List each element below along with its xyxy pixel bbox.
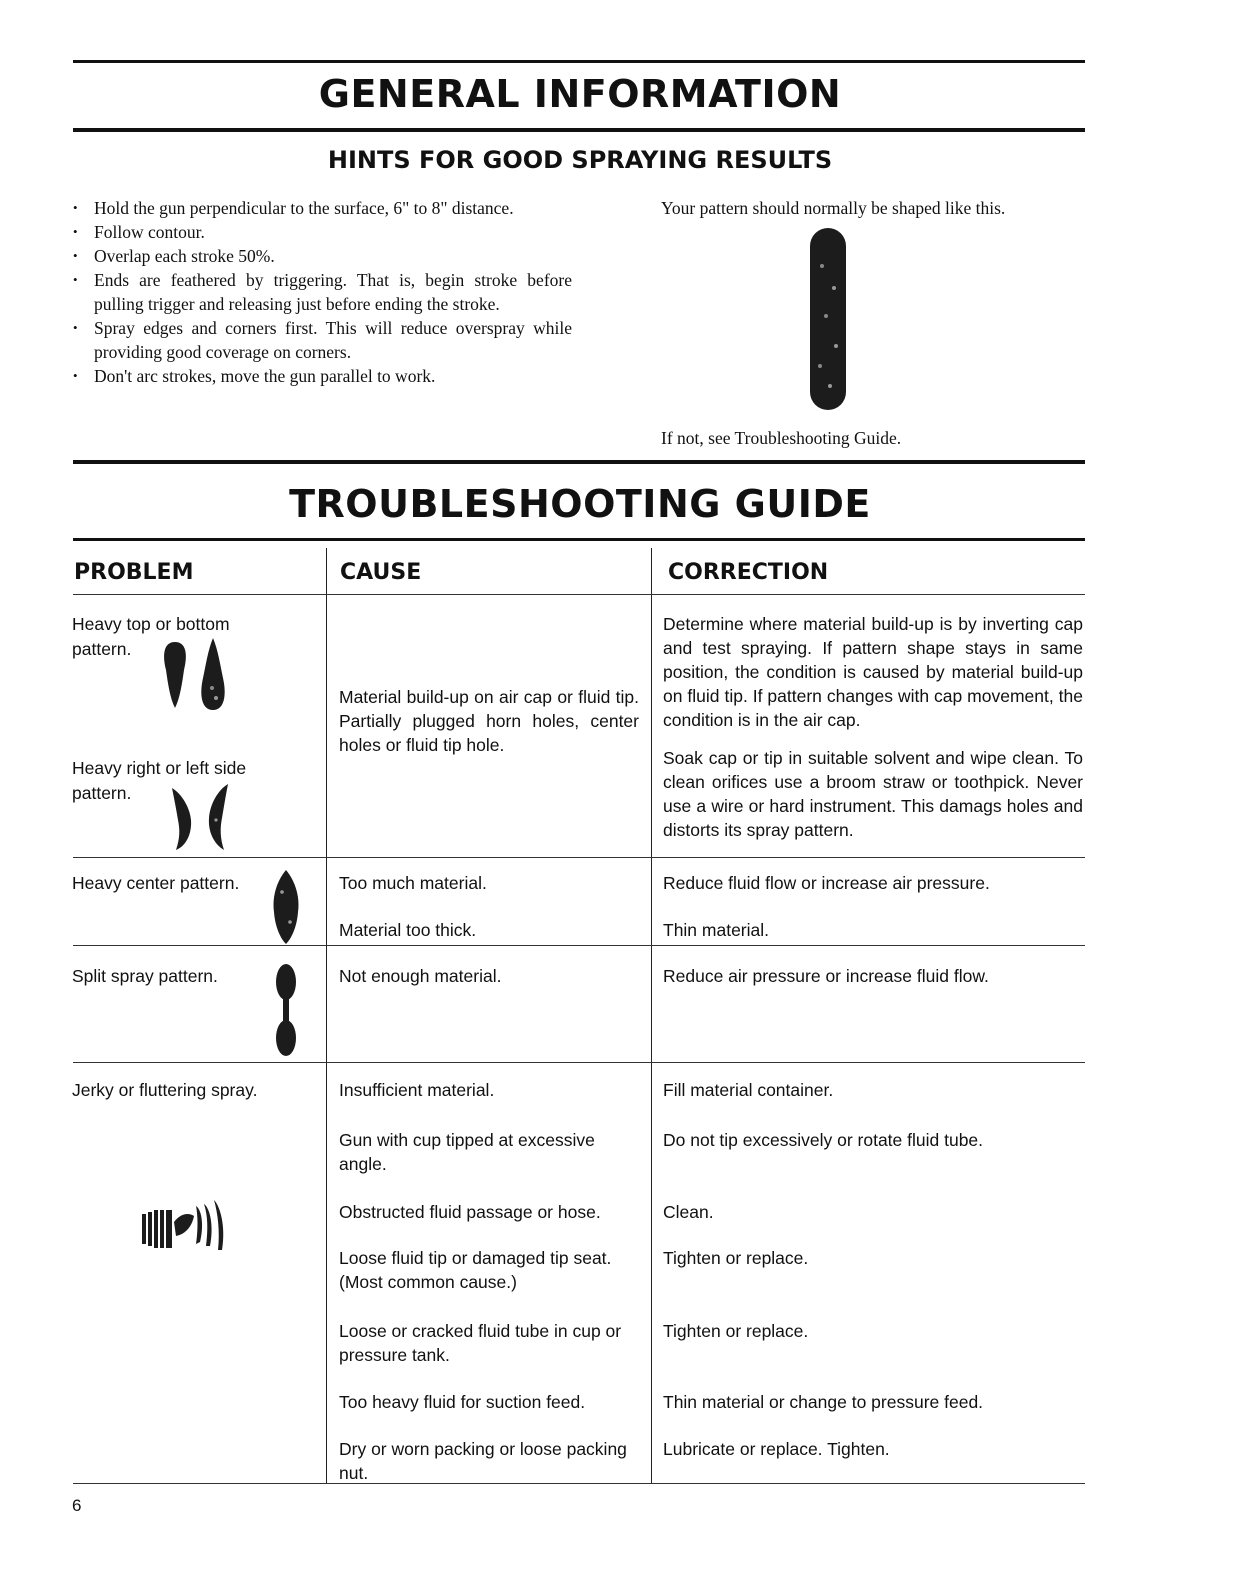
problem-heavy-top-bottom: Heavy top or bottom — [72, 614, 230, 634]
spray-pattern-top-heavy-icon — [160, 640, 190, 710]
correction-do-not-tip: Do not tip excessively or rotate fluid tube. — [663, 1130, 984, 1150]
spray-pattern-fluttering-icon — [140, 1196, 230, 1252]
cause-header: CAUSE — [340, 560, 422, 585]
spray-pattern-right-heavy-icon — [168, 786, 194, 852]
cause-loose-fluid-tip: Loose fluid tip or damaged tip seat. (Most common cause.) — [339, 1248, 612, 1292]
correction-header: CORRECTION — [668, 560, 829, 585]
row-divider — [73, 857, 1085, 858]
correction-thin-material: Thin material. — [663, 920, 770, 940]
hints-title: HINTS FOR GOOD SPRAYING RESULTS — [327, 146, 833, 174]
hint-item: • Follow contour. — [72, 220, 572, 244]
problem-split-spray: Split spray pattern. — [72, 966, 218, 986]
correction-reduce-air-pressure: Reduce air pressure or increase fluid flow. — [663, 966, 989, 986]
troubleshooting-title: TROUBLESHOOTING GUIDE — [289, 482, 871, 526]
hints-list — [72, 196, 572, 388]
row-divider — [73, 594, 1085, 595]
hint-item: • Don't arc strokes, move the gun parallel to work. — [72, 364, 572, 388]
problem-heavy-center: Heavy center pattern. — [72, 873, 240, 893]
pattern-note: Your pattern should normally be shaped like this. — [661, 198, 1006, 218]
row-divider — [73, 945, 1085, 946]
cause-cracked-fluid-tube: Loose or cracked fluid tube in cup or pressure tank. — [339, 1321, 622, 1365]
correction-clean: Clean. — [663, 1202, 714, 1222]
correction-fill-container: Fill material container. — [663, 1080, 834, 1100]
pattern-footnote: If not, see Troubleshooting Guide. — [661, 428, 902, 448]
correction-soak-cap: Soak cap or tip in suitable solvent and wipe clean. To clean orifices use a broom straw or toothpick. Never use a wire or hard instrument. This damags holes and distorts its spray pattern. — [663, 748, 1083, 840]
cause-build-up: Material build-up on air cap or fluid tip. Partially plugged horn holes, center holes or fluid tip hole. — [339, 687, 639, 755]
table-top-rule — [73, 538, 1085, 541]
cause-material-too-thick: Material too thick. — [339, 920, 477, 940]
top-rule — [73, 60, 1085, 63]
cause-heavy-fluid: Too heavy fluid for suction feed. — [339, 1392, 586, 1412]
cause-gun-tipped: Gun with cup tipped at excessive angle. — [339, 1130, 595, 1174]
correction-lubricate: Lubricate or replace. Tighten. — [663, 1439, 890, 1459]
spray-pattern-split-icon — [274, 962, 298, 1058]
spray-pattern-left-heavy-icon — [206, 782, 232, 852]
problem-heavy-top-bottom-cont: pattern. — [72, 639, 132, 659]
problem-heavy-side-cont: pattern. — [72, 783, 132, 803]
cause-too-much-material: Too much material. — [339, 873, 487, 893]
spray-pattern-bottom-heavy-icon — [198, 636, 228, 712]
cause-dry-packing: Dry or worn packing or loose packing nut. — [339, 1439, 627, 1483]
cause-not-enough-material: Not enough material. — [339, 966, 502, 986]
general-information-title: GENERAL INFORMATION — [318, 72, 842, 116]
column-divider — [326, 548, 327, 1483]
spray-pattern-oval-icon — [798, 226, 858, 412]
title-underline-rule — [73, 128, 1085, 132]
problem-heavy-side: Heavy right or left side — [72, 758, 247, 778]
hint-item: • Hold the gun perpendicular to the surface, 6" to 8" distance. — [72, 196, 572, 220]
problem-header: PROBLEM — [74, 560, 194, 585]
hint-item: • Spray edges and corners first. This will reduce overspray while providing good coverage on corners. — [72, 316, 572, 364]
row-divider — [73, 1062, 1085, 1063]
section-rule — [73, 460, 1085, 464]
cause-obstructed-passage: Obstructed fluid passage or hose. — [339, 1202, 601, 1222]
hint-item: • Ends are feathered by triggering. That is, begin stroke before pulling trigger and releasing just before ending the stroke. — [72, 268, 572, 316]
cause-insufficient-material: Insufficient material. — [339, 1080, 495, 1100]
correction-inverting-cap: Determine where material build-up is by inverting cap and test spraying. If pattern shape stays in same position, the condition is caused by material build-up on fluid tip. If pattern changes with cap movement, the condition is in the air cap. — [663, 614, 1083, 730]
correction-reduce-fluid-flow: Reduce fluid flow or increase air pressure. — [663, 873, 990, 893]
correction-change-pressure-feed: Thin material or change to pressure feed. — [663, 1392, 984, 1412]
page-number: 6 — [72, 1496, 82, 1515]
hint-item: • Overlap each stroke 50%. — [72, 244, 572, 268]
spray-pattern-center-heavy-icon — [270, 868, 302, 946]
correction-tighten-replace: Tighten or replace. — [663, 1321, 809, 1341]
problem-jerky-spray: Jerky or fluttering spray. — [72, 1080, 258, 1100]
correction-tighten-replace: Tighten or replace. — [663, 1248, 809, 1268]
column-divider — [651, 548, 652, 1483]
